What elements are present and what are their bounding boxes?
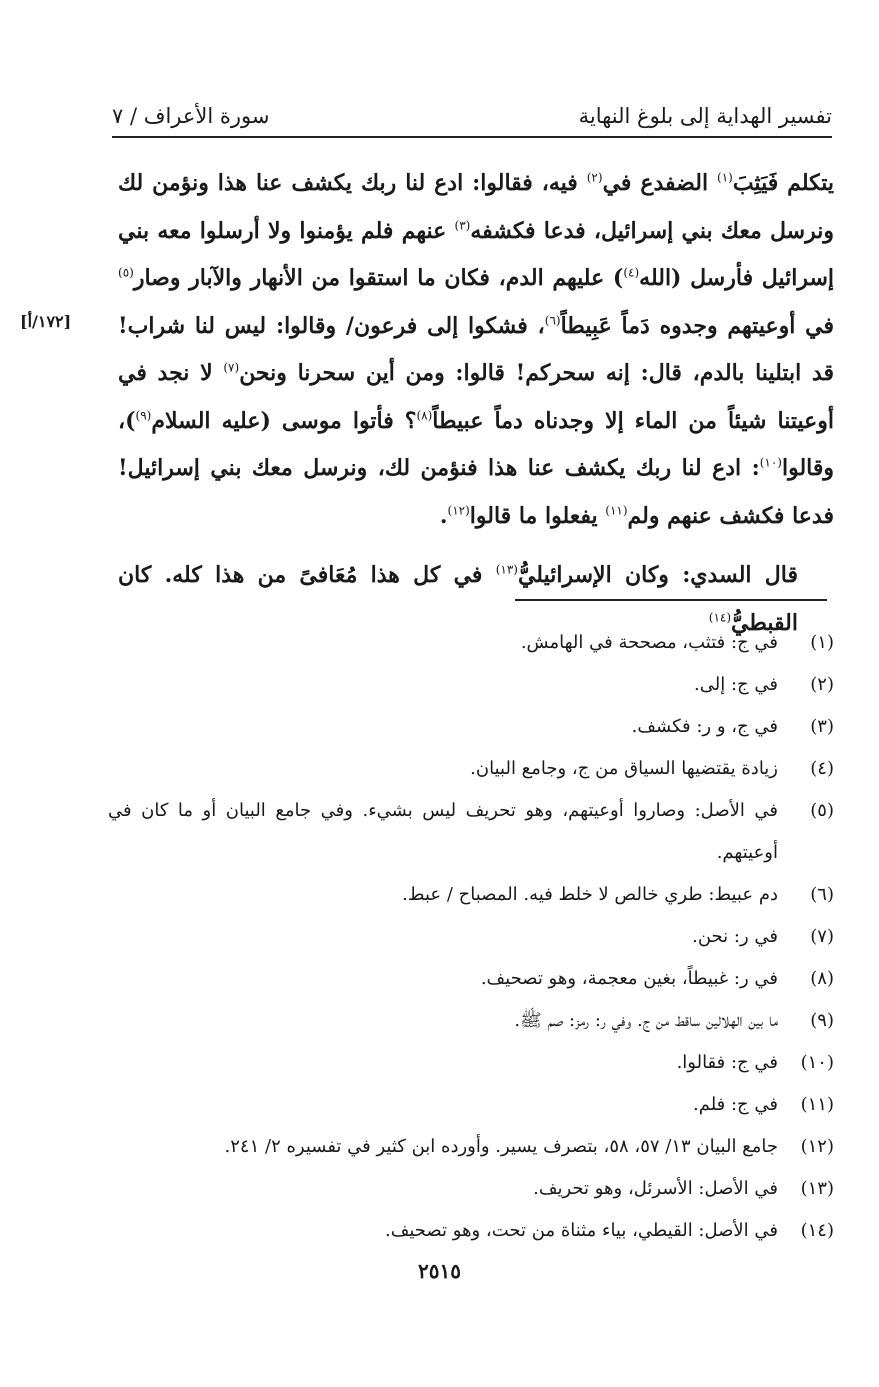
footnote-item	[108, 622, 834, 664]
footnotes-section	[108, 622, 834, 1252]
footnote-item	[108, 664, 834, 706]
text-segment: يتكلم	[778, 170, 835, 196]
text-segment: في أوعيتهم وجدوه دَماً عَبِيطاً	[560, 312, 834, 339]
footnote-item	[108, 874, 834, 916]
footnote-ref: (١)	[717, 170, 733, 185]
footnote-text: في ج، و ر: فكشف.	[631, 716, 778, 737]
footnote-text: في ج: فقالوا.	[676, 1052, 778, 1073]
running-header	[112, 100, 832, 138]
text-segment: عنهم فلم يؤمنوا ولا أرسلوا معه بني إسرائيل فأرسل (الله	[118, 217, 834, 291]
footnote-text: في الأصل: الأسرئل، وهو تحريف.	[533, 1178, 778, 1199]
footnote-ref: (١٢)	[447, 503, 470, 518]
footnote-ref: (٥)	[118, 265, 134, 280]
footnote-ref: (٧)	[223, 360, 240, 375]
text-segment: : ادع لنا ربك يكشف عنا هذا فنؤمن لك، ونرسل معك بني إسرائيل! فدعا فكشف عنهم ولم	[118, 455, 834, 529]
footnote-text: جامع البيان ١٣/ ٥٧، ٥٨، بتصرف يسير. وأورده ابن كثير في تفسيره ٢/ ٢٤١.	[224, 1136, 778, 1157]
text-segment: ؟ فأتوا موسى (عليه السلام	[151, 407, 417, 434]
footnote-number: (٢)	[810, 674, 834, 695]
footnote-text: في ج: فلم.	[693, 1094, 778, 1115]
book-title: تفسير الهداية إلى بلوغ النهاية	[578, 104, 832, 128]
footnote-text: في الأصل: وصاروا أوعيتهم، وهو تحريف ليس بشيء. وفي جامع البيان أو ما كان في أوعيتهم.	[108, 800, 778, 863]
footnote-item	[108, 958, 834, 1000]
footnote-number: (٩)	[810, 1010, 834, 1031]
footnote-item	[108, 1126, 834, 1168]
footnote-ref: (١٠)	[759, 455, 782, 470]
text-segment: قال السدي: وكان الإسرائيليُّ	[517, 562, 798, 588]
footnote-number: (٤)	[810, 758, 834, 779]
footnote-number: (٥)	[810, 800, 834, 821]
footnote-number: (١٣)	[800, 1178, 834, 1199]
footnote-item	[108, 790, 834, 874]
footnote-ref: (٣)	[454, 218, 471, 233]
footnote-item	[108, 1042, 834, 1084]
footnote-number: (١١)	[800, 1094, 834, 1115]
text-segment: فيه، فقالوا: ادع لنا ربك يكشف عنا هذا ونؤمن لك ونرسل معك بني إسرائيل، فدعا فكشفه	[118, 170, 835, 244]
footnote-number: (١٢)	[800, 1136, 834, 1157]
footnote-text: في ج: إلى.	[694, 674, 778, 695]
footnote-item	[108, 1000, 834, 1042]
footnote-ref: (٢)	[586, 170, 603, 185]
footnote-number: (٧)	[810, 926, 834, 947]
footnote-ref: (١٤)	[708, 610, 732, 625]
footnote-text: في ر: غبيطاً، بغين معجمة، وهو تصحيف.	[480, 968, 778, 989]
text-segment: ) عليهم الدم، فكان ما استقوا من الأنهار والآبار وصار	[133, 265, 624, 291]
main-paragraph-1	[118, 160, 834, 540]
footnote-number: (٨)	[810, 968, 834, 989]
surah-label: سورة الأعراف / ٧	[112, 104, 270, 128]
footnote-number: (١٤)	[800, 1220, 834, 1241]
text-segment: ، فشكوا إلى فرعون/ وقالوا: ليس لنا شراب! قد ابتلينا بالدم، قال: إنه سحركم! قالوا: ومن أين سحرنا ونحن	[118, 312, 834, 386]
footnote-ref: (٩)	[135, 408, 152, 423]
footnote-divider	[515, 599, 827, 601]
footnote-number: (٦)	[810, 884, 834, 905]
text-segment: لا نجد في أوعيتنا شيئاً من الماء إلا وجدناه دماً عبيطاً	[118, 360, 834, 434]
footnote-text: زيادة يقتضيها السياق من ج، وجامع البيان.	[470, 758, 778, 779]
footnote-item	[108, 1084, 834, 1126]
footnote-text: في الأصل: القيطي، بياء مثناة من تحت، وهو تصحيف.	[384, 1220, 778, 1241]
footnote-item	[108, 748, 834, 790]
footnote-ref: (٦)	[544, 313, 561, 328]
manuscript-folio-marker: [١٧٢/أ]	[20, 312, 72, 331]
footnote-item	[108, 1168, 834, 1210]
footnote-text: في ج: فتثب، مصححة في الهامش.	[520, 632, 778, 653]
text-segment: .	[439, 502, 448, 529]
text-segment: في كل هذا مُعَافىً من هذا كله. كان القبطيُّ	[118, 562, 798, 636]
footnote-number: (١)	[810, 632, 834, 653]
text-segment: الضفدع في	[602, 170, 717, 196]
footnote-item	[108, 1210, 834, 1252]
footnote-text: دم عبيط: طري خالص لا خلط فيه. المصباح / عبط.	[402, 884, 778, 905]
text-segment: فَيَثِبَ	[732, 170, 779, 196]
footnote-ref: (٨)	[416, 408, 433, 423]
footnote-ref: (١١)	[605, 503, 628, 518]
page-number: ٢٥١٥	[418, 1259, 461, 1283]
text-segment: )، وقالوا	[118, 407, 834, 481]
footnote-ref: (٤)	[623, 265, 640, 280]
footnote-number: (١٠)	[800, 1052, 834, 1073]
footnote-text: ما بين الهلالين ساقط من ج. وفي ر: رمز: صم ﷺ.	[514, 1010, 778, 1031]
main-text	[118, 160, 834, 647]
footnote-text: في ر: نحن.	[692, 926, 778, 947]
footnote-item	[108, 706, 834, 748]
footnote-number: (٣)	[810, 716, 834, 737]
footnote-ref: (١٣)	[495, 562, 518, 577]
footnote-item	[108, 916, 834, 958]
text-segment: يفعلوا ما قالوا	[469, 502, 606, 529]
